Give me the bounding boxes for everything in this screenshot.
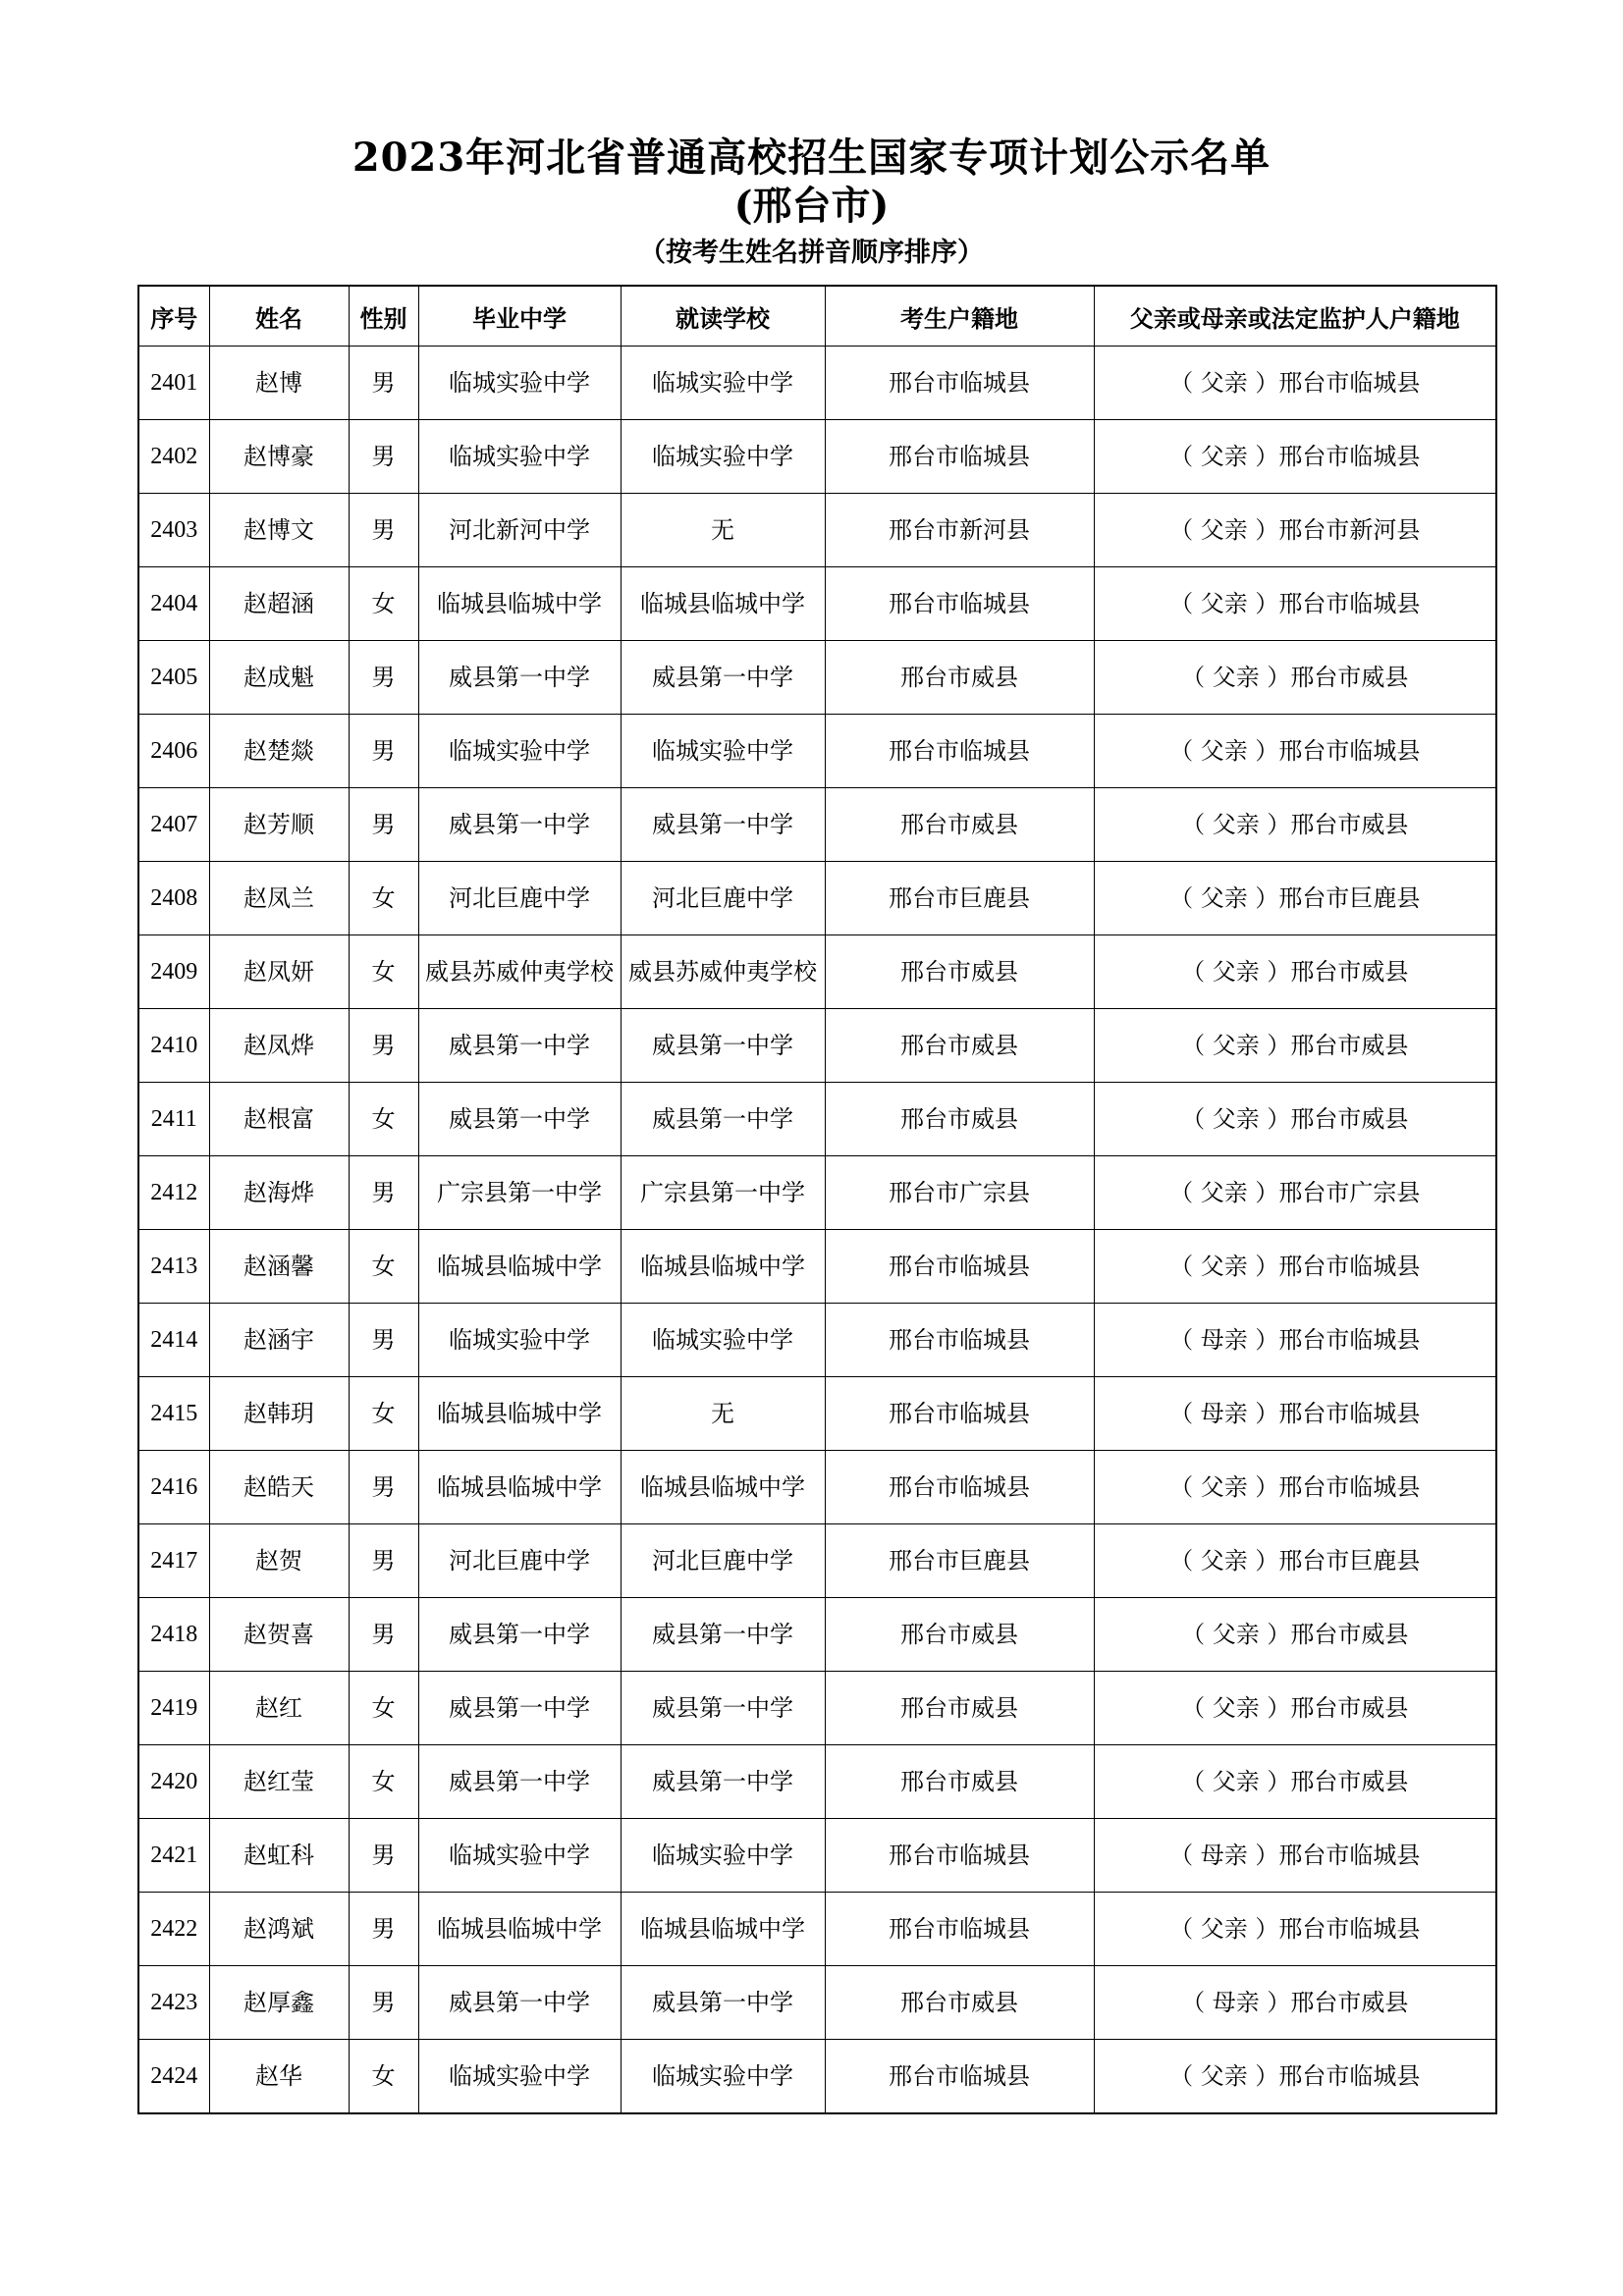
cell-current-school: 临城县临城中学: [621, 1451, 825, 1524]
cell-index: 2417: [138, 1524, 209, 1598]
document-subtitle: (邢台市): [733, 183, 890, 229]
cell-name: 赵凤妍: [209, 935, 349, 1009]
cell-gender: 男: [349, 1893, 418, 1966]
cell-graduation-school: 临城县临城中学: [418, 1893, 621, 1966]
cell-index: 2418: [138, 1598, 209, 1672]
cell-name: 赵博: [209, 347, 349, 420]
cell-index: 2414: [138, 1304, 209, 1377]
cell-household-registration: 邢台市临城县: [825, 715, 1094, 788]
cell-current-school: 临城实验中学: [621, 2040, 825, 2114]
cell-household-registration: 邢台市临城县: [825, 1451, 1094, 1524]
cell-name: 赵凤兰: [209, 862, 349, 935]
cell-guardian-registration: （ 父亲 ）邢台市威县: [1094, 1598, 1496, 1672]
cell-graduation-school: 威县第一中学: [418, 1083, 621, 1156]
cell-guardian-registration: （ 父亲 ）邢台市威县: [1094, 1745, 1496, 1819]
document-header: [0, 133, 1623, 273]
table-row: [138, 1377, 1496, 1451]
cell-gender: 男: [349, 1819, 418, 1893]
cell-guardian-registration: （ 父亲 ）邢台市临城县: [1094, 2040, 1496, 2114]
cell-graduation-school: 临城县临城中学: [418, 1377, 621, 1451]
cell-gender: 男: [349, 715, 418, 788]
cell-current-school: 无: [621, 494, 825, 567]
column-header-graduation-school: 毕业中学: [418, 286, 621, 347]
table-row: [138, 788, 1496, 862]
cell-name: 赵芳顺: [209, 788, 349, 862]
cell-index: 2411: [138, 1083, 209, 1156]
table-row: [138, 641, 1496, 715]
cell-current-school: 无: [621, 1377, 825, 1451]
cell-current-school: 临城县临城中学: [621, 567, 825, 641]
cell-gender: 男: [349, 641, 418, 715]
cell-gender: 女: [349, 1083, 418, 1156]
cell-current-school: 临城县临城中学: [621, 1893, 825, 1966]
cell-name: 赵虹科: [209, 1819, 349, 1893]
table-row: [138, 1009, 1496, 1083]
cell-household-registration: 邢台市威县: [825, 641, 1094, 715]
cell-current-school: 威县第一中学: [621, 1009, 825, 1083]
cell-household-registration: 邢台市广宗县: [825, 1156, 1094, 1230]
table-row: [138, 1819, 1496, 1893]
cell-household-registration: 邢台市临城县: [825, 567, 1094, 641]
column-header-current-school: 就读学校: [621, 286, 825, 347]
cell-index: 2420: [138, 1745, 209, 1819]
column-header-gender: 性别: [349, 286, 418, 347]
cell-current-school: 河北巨鹿中学: [621, 1524, 825, 1598]
cell-index: 2409: [138, 935, 209, 1009]
cell-graduation-school: 威县第一中学: [418, 1966, 621, 2040]
cell-gender: 男: [349, 1524, 418, 1598]
cell-graduation-school: 临城实验中学: [418, 420, 621, 494]
sort-order-note: （按考生姓名拼音顺序排序）: [639, 238, 984, 268]
cell-name: 赵红: [209, 1672, 349, 1745]
table-body: [138, 347, 1496, 2114]
cell-name: 赵皓天: [209, 1451, 349, 1524]
table-row: [138, 862, 1496, 935]
cell-guardian-registration: （ 父亲 ）邢台市威县: [1094, 641, 1496, 715]
cell-guardian-registration: （ 父亲 ）邢台市威县: [1094, 1009, 1496, 1083]
cell-gender: 男: [349, 1009, 418, 1083]
cell-current-school: 威县第一中学: [621, 1745, 825, 1819]
cell-name: 赵厚鑫: [209, 1966, 349, 2040]
cell-graduation-school: 临城实验中学: [418, 1304, 621, 1377]
cell-current-school: 威县第一中学: [621, 788, 825, 862]
cell-gender: 女: [349, 1230, 418, 1304]
cell-guardian-registration: （ 父亲 ）邢台市临城县: [1094, 1451, 1496, 1524]
table-row: [138, 1451, 1496, 1524]
cell-name: 赵超涵: [209, 567, 349, 641]
cell-guardian-registration: （ 父亲 ）邢台市临城县: [1094, 347, 1496, 420]
cell-index: 2406: [138, 715, 209, 788]
cell-graduation-school: 威县苏威仲夷学校: [418, 935, 621, 1009]
column-header-index: 序号: [138, 286, 209, 347]
cell-graduation-school: 威县第一中学: [418, 1745, 621, 1819]
table-row: [138, 2040, 1496, 2114]
cell-gender: 男: [349, 347, 418, 420]
cell-household-registration: 邢台市临城县: [825, 420, 1094, 494]
cell-index: 2422: [138, 1893, 209, 1966]
cell-name: 赵韩玥: [209, 1377, 349, 1451]
table-row: [138, 1083, 1496, 1156]
table-row: [138, 420, 1496, 494]
cell-current-school: 威县第一中学: [621, 1598, 825, 1672]
cell-graduation-school: 临城实验中学: [418, 1819, 621, 1893]
cell-index: 2412: [138, 1156, 209, 1230]
cell-index: 2408: [138, 862, 209, 935]
cell-household-registration: 邢台市巨鹿县: [825, 862, 1094, 935]
cell-index: 2423: [138, 1966, 209, 2040]
cell-name: 赵鸿斌: [209, 1893, 349, 1966]
cell-household-registration: 邢台市巨鹿县: [825, 1524, 1094, 1598]
cell-graduation-school: 河北新河中学: [418, 494, 621, 567]
cell-current-school: 临城实验中学: [621, 1304, 825, 1377]
cell-guardian-registration: （ 母亲 ）邢台市临城县: [1094, 1377, 1496, 1451]
cell-gender: 男: [349, 788, 418, 862]
cell-guardian-registration: （ 父亲 ）邢台市临城县: [1094, 420, 1496, 494]
cell-guardian-registration: （ 母亲 ）邢台市临城县: [1094, 1819, 1496, 1893]
cell-graduation-school: 临城县临城中学: [418, 1451, 621, 1524]
table-row: [138, 494, 1496, 567]
cell-graduation-school: 威县第一中学: [418, 1009, 621, 1083]
cell-name: 赵楚燚: [209, 715, 349, 788]
table-row: [138, 347, 1496, 420]
cell-graduation-school: 临城实验中学: [418, 347, 621, 420]
cell-name: 赵贺喜: [209, 1598, 349, 1672]
cell-index: 2421: [138, 1819, 209, 1893]
cell-graduation-school: 威县第一中学: [418, 641, 621, 715]
table-row: [138, 1230, 1496, 1304]
cell-index: 2404: [138, 567, 209, 641]
table-row: [138, 567, 1496, 641]
cell-gender: 女: [349, 1672, 418, 1745]
cell-current-school: 临城实验中学: [621, 347, 825, 420]
cell-guardian-registration: （ 母亲 ）邢台市威县: [1094, 1966, 1496, 2040]
cell-graduation-school: 河北巨鹿中学: [418, 862, 621, 935]
cell-household-registration: 邢台市临城县: [825, 1230, 1094, 1304]
cell-gender: 男: [349, 1451, 418, 1524]
cell-guardian-registration: （ 父亲 ）邢台市新河县: [1094, 494, 1496, 567]
cell-household-registration: 邢台市临城县: [825, 1819, 1094, 1893]
table-row: [138, 1598, 1496, 1672]
cell-household-registration: 邢台市威县: [825, 935, 1094, 1009]
cell-household-registration: 邢台市威县: [825, 1009, 1094, 1083]
cell-guardian-registration: （ 父亲 ）邢台市临城县: [1094, 567, 1496, 641]
cell-gender: 女: [349, 862, 418, 935]
cell-current-school: 临城县临城中学: [621, 1230, 825, 1304]
cell-household-registration: 邢台市新河县: [825, 494, 1094, 567]
cell-graduation-school: 威县第一中学: [418, 788, 621, 862]
cell-guardian-registration: （ 父亲 ）邢台市临城县: [1094, 715, 1496, 788]
cell-graduation-school: 临城实验中学: [418, 2040, 621, 2114]
cell-guardian-registration: （ 父亲 ）邢台市巨鹿县: [1094, 862, 1496, 935]
cell-gender: 男: [349, 420, 418, 494]
cell-household-registration: 邢台市临城县: [825, 1893, 1094, 1966]
cell-current-school: 威县第一中学: [621, 1966, 825, 2040]
cell-gender: 女: [349, 2040, 418, 2114]
cell-household-registration: 邢台市威县: [825, 1745, 1094, 1819]
cell-guardian-registration: （ 父亲 ）邢台市临城县: [1094, 1893, 1496, 1966]
cell-name: 赵成魁: [209, 641, 349, 715]
cell-index: 2415: [138, 1377, 209, 1451]
cell-household-registration: 邢台市临城县: [825, 1304, 1094, 1377]
cell-gender: 女: [349, 567, 418, 641]
cell-graduation-school: 威县第一中学: [418, 1672, 621, 1745]
cell-index: 2416: [138, 1451, 209, 1524]
cell-gender: 男: [349, 494, 418, 567]
cell-guardian-registration: （ 父亲 ）邢台市威县: [1094, 788, 1496, 862]
cell-guardian-registration: （ 父亲 ）邢台市威县: [1094, 1672, 1496, 1745]
cell-household-registration: 邢台市威县: [825, 788, 1094, 862]
cell-household-registration: 邢台市威县: [825, 1083, 1094, 1156]
column-header-household-registration: 考生户籍地: [825, 286, 1094, 347]
table-header-row: [138, 286, 1496, 347]
cell-name: 赵博文: [209, 494, 349, 567]
cell-name: 赵博豪: [209, 420, 349, 494]
table-row: [138, 1893, 1496, 1966]
cell-index: 2410: [138, 1009, 209, 1083]
cell-index: 2401: [138, 347, 209, 420]
cell-index: 2405: [138, 641, 209, 715]
cell-guardian-registration: （ 父亲 ）邢台市威县: [1094, 1083, 1496, 1156]
student-roster-table: [137, 285, 1497, 2114]
cell-index: 2403: [138, 494, 209, 567]
cell-guardian-registration: （ 母亲 ）邢台市临城县: [1094, 1304, 1496, 1377]
cell-current-school: 广宗县第一中学: [621, 1156, 825, 1230]
table-row: [138, 715, 1496, 788]
cell-gender: 女: [349, 1377, 418, 1451]
cell-household-registration: 邢台市威县: [825, 1598, 1094, 1672]
cell-gender: 男: [349, 1156, 418, 1230]
table-row: [138, 1524, 1496, 1598]
cell-household-registration: 邢台市威县: [825, 1966, 1094, 2040]
cell-current-school: 威县第一中学: [621, 641, 825, 715]
document-title: 2023年河北省普通高校招生国家专项计划公示名单: [352, 134, 1271, 181]
table-row: [138, 1304, 1496, 1377]
cell-current-school: 临城实验中学: [621, 1819, 825, 1893]
cell-current-school: 河北巨鹿中学: [621, 862, 825, 935]
cell-guardian-registration: （ 父亲 ）邢台市巨鹿县: [1094, 1524, 1496, 1598]
cell-name: 赵华: [209, 2040, 349, 2114]
cell-guardian-registration: （ 父亲 ）邢台市临城县: [1094, 1230, 1496, 1304]
cell-household-registration: 邢台市临城县: [825, 347, 1094, 420]
cell-name: 赵红莹: [209, 1745, 349, 1819]
column-header-name: 姓名: [209, 286, 349, 347]
cell-current-school: 威县第一中学: [621, 1672, 825, 1745]
cell-graduation-school: 广宗县第一中学: [418, 1156, 621, 1230]
cell-index: 2419: [138, 1672, 209, 1745]
cell-current-school: 临城实验中学: [621, 715, 825, 788]
cell-gender: 男: [349, 1598, 418, 1672]
cell-name: 赵涵宇: [209, 1304, 349, 1377]
cell-index: 2402: [138, 420, 209, 494]
cell-name: 赵涵馨: [209, 1230, 349, 1304]
cell-household-registration: 邢台市临城县: [825, 1377, 1094, 1451]
cell-name: 赵贺: [209, 1524, 349, 1598]
cell-name: 赵根富: [209, 1083, 349, 1156]
cell-current-school: 威县第一中学: [621, 1083, 825, 1156]
cell-graduation-school: 临城实验中学: [418, 715, 621, 788]
cell-name: 赵凤烨: [209, 1009, 349, 1083]
table-row: [138, 1672, 1496, 1745]
cell-gender: 女: [349, 1745, 418, 1819]
table-row: [138, 1745, 1496, 1819]
cell-household-registration: 邢台市临城县: [825, 2040, 1094, 2114]
column-header-guardian-registration: 父亲或母亲或法定监护人户籍地: [1094, 286, 1496, 347]
cell-index: 2413: [138, 1230, 209, 1304]
cell-name: 赵海烨: [209, 1156, 349, 1230]
cell-index: 2424: [138, 2040, 209, 2114]
cell-graduation-school: 河北巨鹿中学: [418, 1524, 621, 1598]
cell-current-school: 临城实验中学: [621, 420, 825, 494]
table-row: [138, 1966, 1496, 2040]
cell-gender: 男: [349, 1304, 418, 1377]
cell-index: 2407: [138, 788, 209, 862]
cell-current-school: 威县苏威仲夷学校: [621, 935, 825, 1009]
table-row: [138, 1156, 1496, 1230]
table-row: [138, 935, 1496, 1009]
cell-guardian-registration: （ 父亲 ）邢台市威县: [1094, 935, 1496, 1009]
cell-gender: 女: [349, 935, 418, 1009]
cell-guardian-registration: （ 父亲 ）邢台市广宗县: [1094, 1156, 1496, 1230]
cell-graduation-school: 临城县临城中学: [418, 567, 621, 641]
cell-household-registration: 邢台市威县: [825, 1672, 1094, 1745]
cell-graduation-school: 威县第一中学: [418, 1598, 621, 1672]
cell-graduation-school: 临城县临城中学: [418, 1230, 621, 1304]
cell-gender: 男: [349, 1966, 418, 2040]
